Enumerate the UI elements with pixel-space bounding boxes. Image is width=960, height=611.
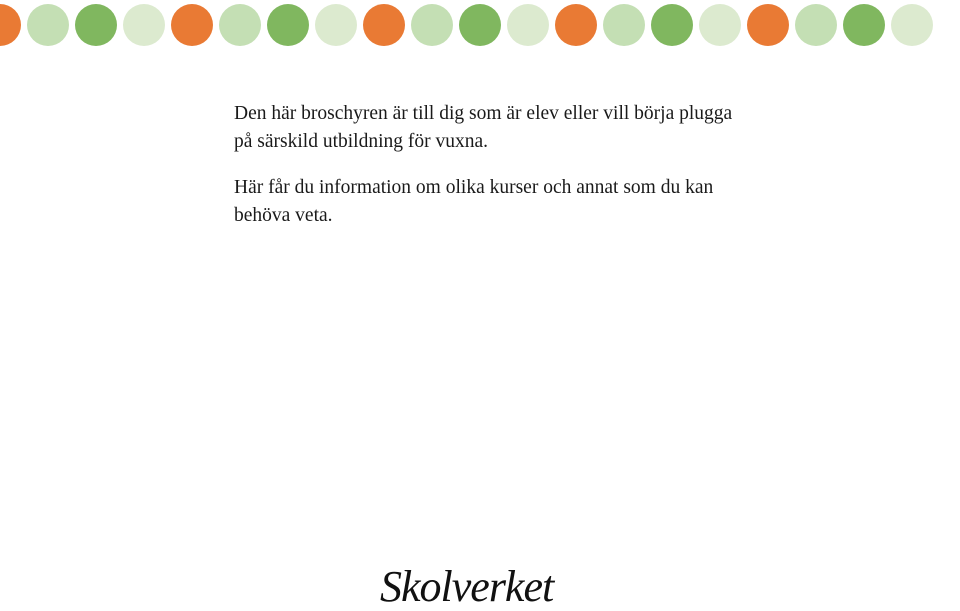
decorative-dot (267, 4, 309, 46)
decorative-dot (171, 4, 213, 46)
decorative-dot (795, 4, 837, 46)
decorative-dot (75, 4, 117, 46)
intro-paragraph-2: Här får du information om olika kurser och annat som du kan behöva veta. (234, 177, 714, 226)
decorative-dot (555, 4, 597, 46)
decorative-dot (747, 4, 789, 46)
decorative-dot (363, 4, 405, 46)
intro-text (234, 100, 754, 230)
decorative-dot (0, 4, 21, 46)
decorative-dot (603, 4, 645, 46)
decorative-dot (123, 4, 165, 46)
decorative-dot (459, 4, 501, 46)
decorative-dot (411, 4, 453, 46)
decorative-dot (315, 4, 357, 46)
decorative-dot (27, 4, 69, 46)
decorative-dot (507, 4, 549, 46)
decorative-dot (891, 4, 933, 46)
decorative-dot (219, 4, 261, 46)
intro-paragraph-1: Den här broschyren är till dig som är elev eller vill börja plugga på särskild utbildning för vuxna. (234, 103, 733, 152)
decorative-dot (843, 4, 885, 46)
decorative-dot (699, 4, 741, 46)
decorative-dot (651, 4, 693, 46)
decorative-dots-row (0, 0, 960, 50)
skolverket-logo: Skolverket (380, 562, 554, 611)
